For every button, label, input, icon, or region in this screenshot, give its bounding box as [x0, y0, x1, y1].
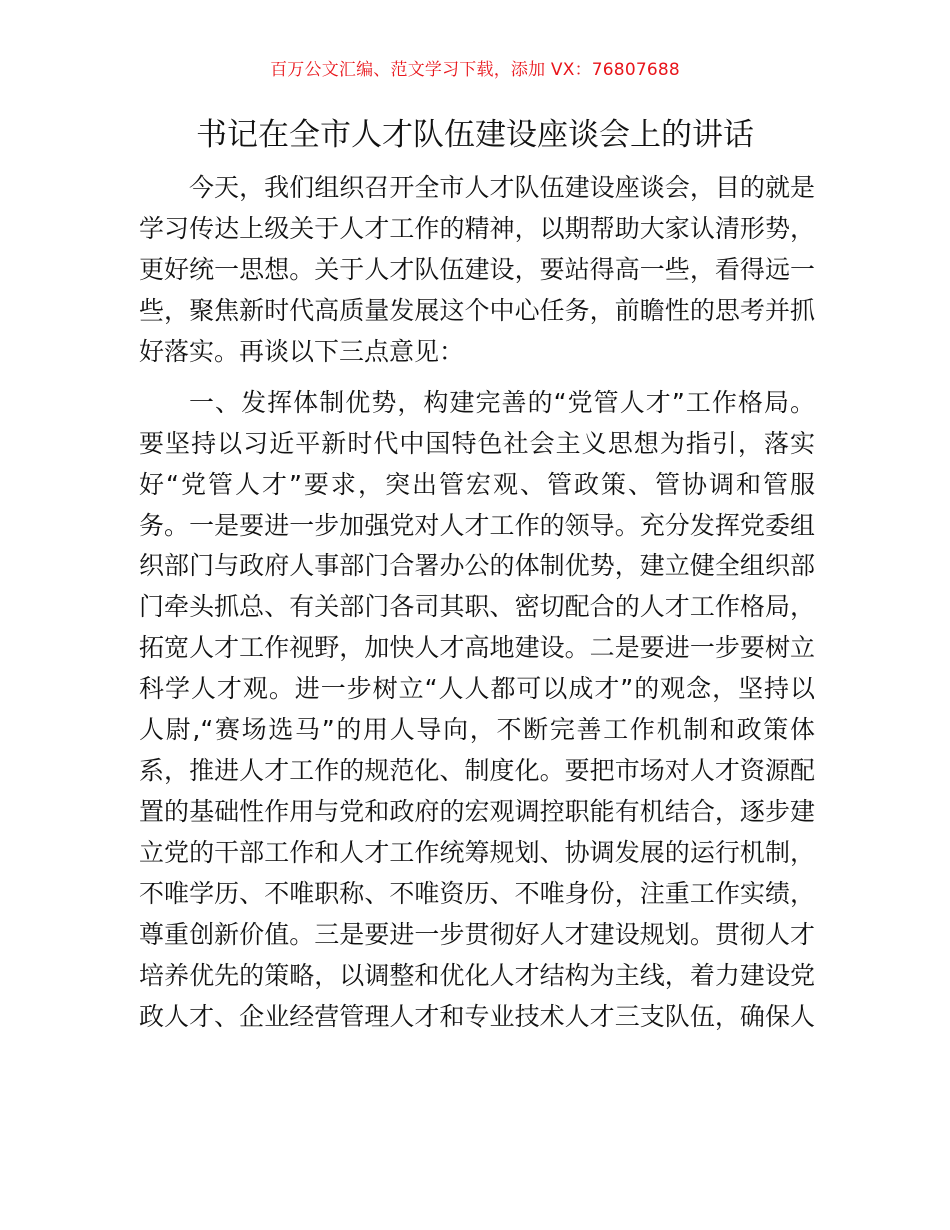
- header-watermark-note: 百万公文汇编、范文学习下载，添加 VX：76807688: [270, 60, 680, 80]
- document-title: 书记在全市人才队伍建设座谈会上的讲话: [196, 117, 754, 153]
- paragraph-1-line: 更好统一思想。关于人才队伍建设，要站得高一些，看得远一: [139, 254, 815, 284]
- paragraph-2-line: 科学人才观。进一步树立“人人都可以成才”的观念，坚持以: [139, 674, 815, 704]
- paragraph-2-line: 不唯学历、不唯职称、不唯资历、不唯身份，注重工作实绩，: [139, 878, 815, 908]
- paragraph-2-line: 好“党管人才”要求，突出管宏观、管政策、管协调和管服: [139, 469, 815, 499]
- paragraph-2-line: 拓宽人才工作视野，加快人才高地建设。二是要进一步要树立: [139, 633, 815, 663]
- paragraph-2-line: 系，推进人才工作的规范化、制度化。要把市场对人才资源配: [139, 756, 815, 786]
- paragraph-1-line: 好落实。再谈以下三点意见：: [139, 336, 465, 366]
- paragraph-1-line: 今天，我们组织召开全市人才队伍建设座谈会，目的就是: [189, 173, 815, 202]
- paragraph-2-line: 置的基础性作用与党和政府的宏观调控职能有机结合，逐步建: [139, 797, 815, 827]
- paragraph-2-line: 尊重创新价值。三是要进一步贯彻好人才建设规划。贯彻人才: [139, 919, 815, 949]
- paragraph-2-line: 织部门与政府人事部门合署办公的体制优势，建立健全组织部: [139, 551, 815, 581]
- document-body: [139, 168, 815, 1038]
- paragraph-2-line: 务。一是要进一步加强党对人才工作的领导。充分发挥党委组: [139, 510, 815, 540]
- paragraph-1-line: 学习传达上级关于人才工作的精神，以期帮助大家认清形势，: [139, 213, 815, 243]
- paragraph-spacer: [139, 373, 815, 383]
- paragraph-2-line: 一、发挥体制优势，构建完善的“党管人才”工作格局。: [189, 387, 815, 417]
- paragraph-2-line: 门牵头抓总、有关部门各司其职、密切配合的人才工作格局，: [139, 592, 815, 622]
- paragraph-2-line: 要坚持以习近平新时代中国特色社会主义思想为指引，落实: [139, 428, 815, 458]
- paragraph-2-line: 人尉,“赛场选马”的用人导向，不断完善工作机制和政策体: [139, 715, 815, 745]
- paragraph-2-line: 培养优先的策略，以调整和优化人才结构为主线，着力建设党: [139, 960, 815, 990]
- paragraph-2-line: 立党的干部工作和人才工作统筹规划、协调发展的运行机制，: [139, 838, 815, 867]
- paragraph-2-line: 政人才、企业经营管理人才和专业技术人才三支队伍，确保人: [139, 1001, 815, 1031]
- paragraph-1-line: 些，聚焦新时代高质量发展这个中心任务，前瞻性的思考并抓: [139, 295, 815, 325]
